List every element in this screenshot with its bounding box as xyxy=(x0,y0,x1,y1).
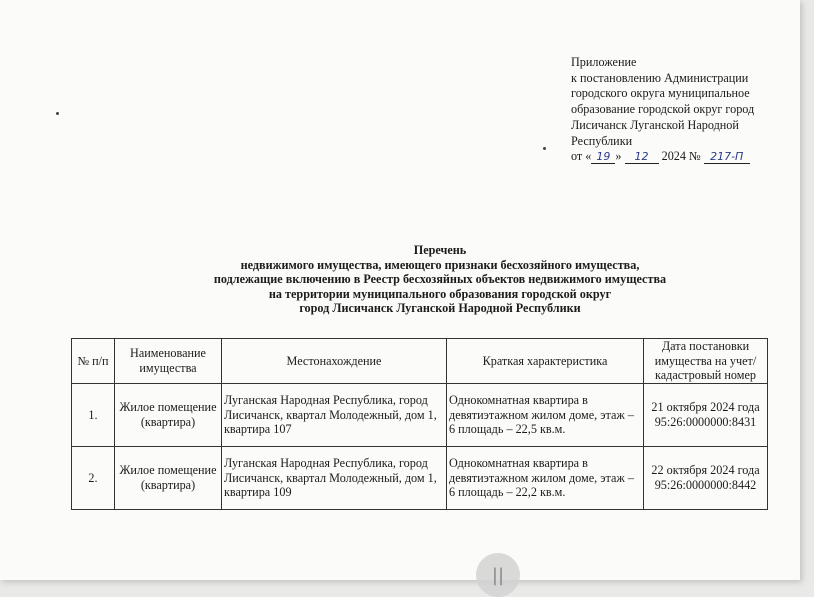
property-table xyxy=(71,338,768,510)
table-row xyxy=(72,447,768,510)
title-line: город Лисичанск Луганской Народной Республики xyxy=(299,301,581,316)
handwritten-month: 12 xyxy=(625,151,659,164)
scan-speck xyxy=(543,147,546,150)
appendix-line: Лисичанск Луганской Народной xyxy=(571,117,739,132)
title-line: на территории муниципального образования городской округ xyxy=(268,286,612,301)
cell-number: 1. xyxy=(72,384,115,447)
cell-date-cadastral: 21 октября 2024 года 95:26:0000000:8431 xyxy=(644,384,768,447)
cell-name: Жилое помещение (квартира) xyxy=(115,384,222,447)
title-line: Перечень xyxy=(413,243,467,257)
appendix-header xyxy=(571,55,801,165)
appendix-line: к постановлению Администрации xyxy=(571,70,749,85)
date-prefix: от « xyxy=(571,149,592,164)
header-name: Наименование имущества xyxy=(115,339,222,384)
scroll-handle[interactable] xyxy=(476,553,520,597)
handwritten-day: 19 xyxy=(591,151,615,164)
cell-date-cadastral: 22 октября 2024 года 95:26:0000000:8442 xyxy=(644,447,768,510)
cell-description: Однокомнатная квартира в девятиэтажном жилом доме, этаж – 6 площадь – 22,2 кв.м. xyxy=(447,447,644,510)
table-header-row xyxy=(72,339,768,384)
date-year-no: 2024 № xyxy=(661,149,701,164)
header-number: № п/п xyxy=(72,339,115,384)
handwritten-number: 217-П xyxy=(704,151,750,164)
appendix-line: Приложение xyxy=(571,55,637,69)
appendix-line: Республики xyxy=(571,133,633,148)
document-title xyxy=(150,243,730,316)
date-separator: » xyxy=(615,149,622,164)
header-description: Краткая характеристика xyxy=(447,339,644,384)
appendix-line: образование городской округ город xyxy=(571,102,755,117)
cell-description: Однокомнатная квартира в девятиэтажном жилом доме, этаж – 6 площадь – 22,5 кв.м. xyxy=(447,384,644,447)
header-date-cadastral: Дата постановки имущества на учет/ кадастровый номер xyxy=(644,339,768,384)
header-location: Местонахождение xyxy=(222,339,447,384)
pause-bars-icon: || xyxy=(491,564,505,586)
appendix-date-line xyxy=(571,149,801,165)
cell-location: Луганская Народная Республика, город Лисичанск, квартал Молодежный, дом 1, квартира 109 xyxy=(222,447,447,510)
title-line: подлежащие включению в Реестр бесхозяйных объектов недвижимого имущества xyxy=(213,272,667,287)
cell-name: Жилое помещение (квартира) xyxy=(115,447,222,510)
cell-number: 2. xyxy=(72,447,115,510)
appendix-line: городского округа муниципальное xyxy=(571,86,750,101)
title-line: недвижимого имущества, имеющего признаки бесхозяйного имущества, xyxy=(240,257,640,272)
table-row xyxy=(72,384,768,447)
cell-location: Луганская Народная Республика, город Лисичанск, квартал Молодежный, дом 1, квартира 107 xyxy=(222,384,447,447)
scan-speck xyxy=(56,112,59,115)
